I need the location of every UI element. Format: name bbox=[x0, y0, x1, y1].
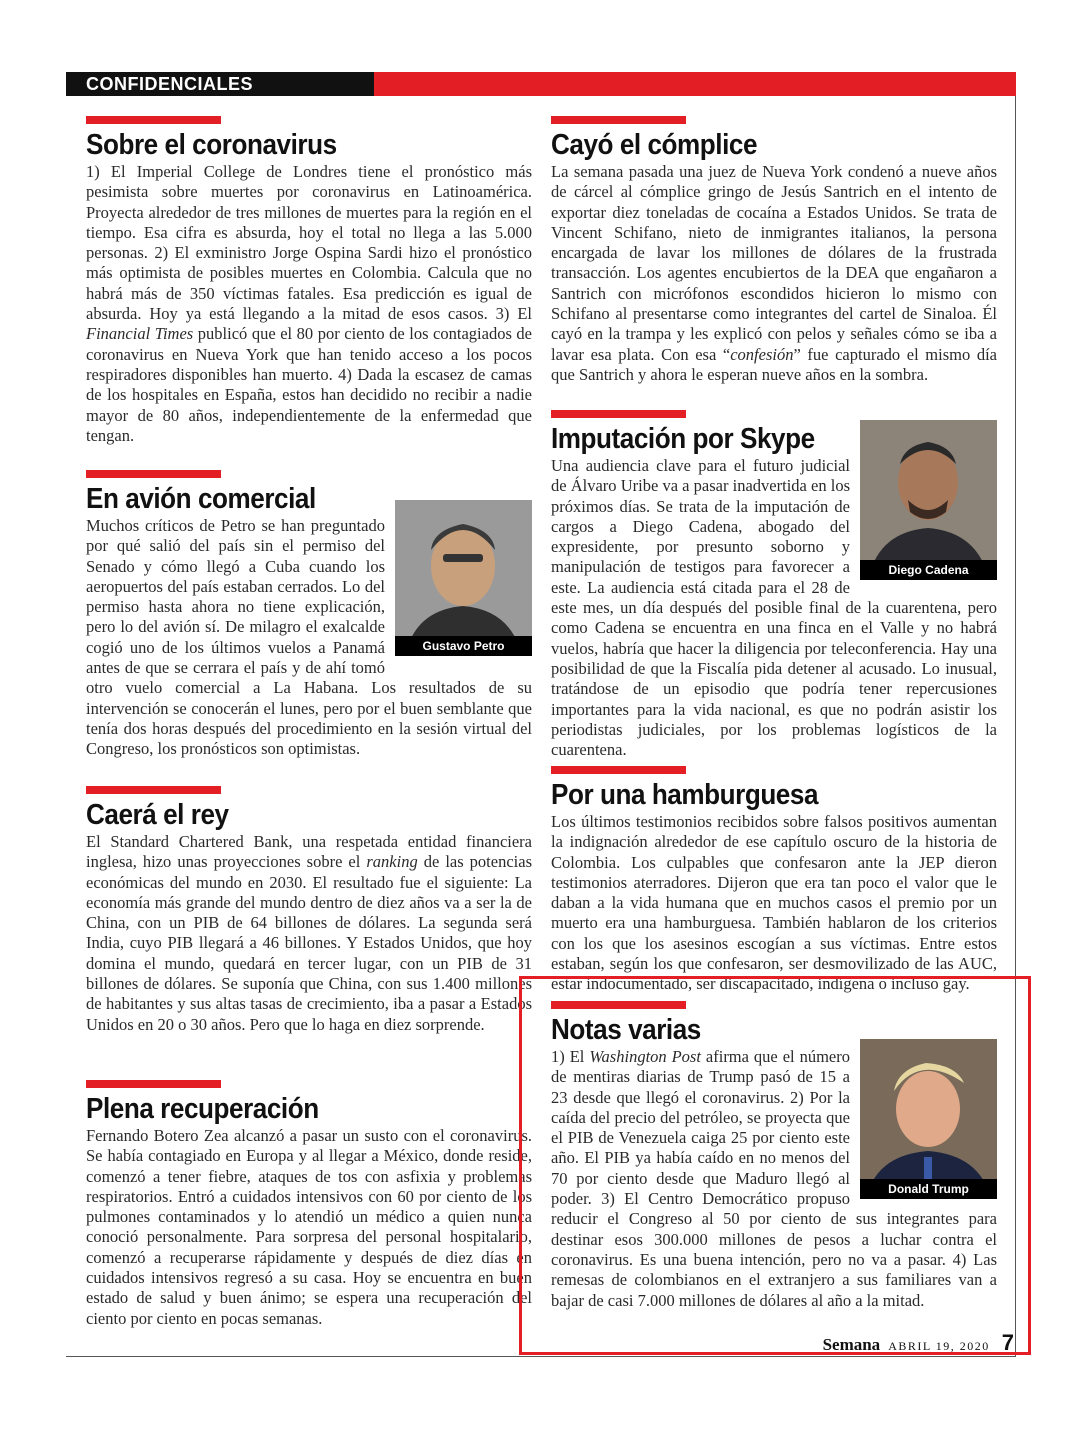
accent-bar bbox=[86, 116, 221, 124]
body-text: publicó que el 80 por ciento de los contagiados de coronavirus en Nueva York que han tenido acceso a los pocos respiradores disponibles han muerto. 4) Dada la escasez de camas de los hospitales en España, estos han decidido no recibir a nadie mayor de 80 años, independientemente de la enfermedad que tengan. bbox=[86, 324, 532, 445]
headline: Por una hamburguesa bbox=[551, 779, 819, 811]
article-recuperacion bbox=[86, 1080, 532, 1329]
article-skype bbox=[551, 410, 997, 760]
body-italic: Washington Post bbox=[589, 1047, 701, 1066]
body-text: afirma que el número de mentiras diarias de Trump pasó de 15 a 23 desde que llegó el coronavirus. 2) Por la caída del precio del petróleo, se proyecta que el PIB de Venezuela caiga 25 por ciento este año. El PIB ya había caído en no menos del 70 por ciento desde que Maduro llegó al poder. 3) El Centro Democrático propuso reducir el Congreso al 50 por ciento de sus integrantes para destinar esos 300.000 millones de pesos a luchar contra el coronavirus. Es una buena intención, pero no va a pasar. 4) Las remesas de colombianos en el extranjero a sus familiares van a bajar de casi 7.000 millones de dólares al año a la mitad. bbox=[551, 1047, 997, 1310]
article-coronavirus bbox=[86, 116, 532, 446]
photo-donald-trump bbox=[860, 1039, 997, 1199]
accent-bar bbox=[551, 116, 686, 124]
body-text: El Standard Chartered Bank, una respetada entidad financiera inglesa, hizo unas proyecciones sobre el bbox=[86, 832, 532, 872]
article-rey bbox=[86, 786, 532, 1035]
body-text: 1) El bbox=[551, 1047, 590, 1066]
portrait-image bbox=[395, 500, 532, 656]
headline: Caerá el rey bbox=[86, 799, 229, 831]
article-body bbox=[86, 832, 532, 1035]
body-italic: confesión bbox=[730, 344, 794, 364]
portrait-image bbox=[860, 420, 997, 580]
body-text: 1) El Imperial College de Londres tiene el pronóstico más pesimista sobre muertes por coronavirus en Latinoamérica. Proyecta alrededor de tres millones de muertes para la región en el tiempo. Esa cifra es absurda, hoy el total no llega a las 5.000 personas. 2) El exministro Jorge Ospina Sardi hizo el pronóstico más optimista de posibles muertes en Colombia. Calcula que no habrá más de 350 víctimas fatales. Esa predicción es igual de absurda. Hoy ya está llegando a la mitad de esos casos. 3) El bbox=[86, 162, 532, 324]
accent-bar bbox=[551, 1001, 686, 1009]
article-body: Una audiencia clave para el futuro judicial de Álvaro Uribe va a pasar inadvertida en los próximos días. Se trata de la imputación de cargos a Diego Cadena, abogado del expresidente, por presunto soborno y manipulación de testigos para favorecer a este. La audiencia está citada para el 28 de este mes, un día después del posible final de la cuarentena, pero como Cadena se encuentra en una finca en el Valle y no habrá vuelos, habría que hacer la diligencia por teleconferencia. Hay una posibilidad de que la Fiscalía pida detener al acusado. Lo inusual, tratándose de un episodio que podría tener repercusiones importantes para la vida nacional, es que no podrán asistir los periodistas judiciales, por los problemas logísticos de la cuarentena. bbox=[551, 456, 997, 760]
headline: Cayó el cómplice bbox=[551, 129, 758, 161]
photo-caption: Donald Trump bbox=[860, 1179, 997, 1199]
accent-bar bbox=[551, 410, 686, 418]
section-header bbox=[66, 72, 1016, 96]
body-text: La semana pasada una juez de Nueva York condenó a nueve años de cárcel al cómplice gringo de Jesús Santrich en el intento de exportar diez toneladas de cocaína a Estados Unidos. Se trata de Vincent Schifano, nieto de inmigrantes italianos, la persona encargada de lavar los millones de dólares de la frustrada transacción. Los agentes encubiertos de la DEA que engañaron a Santrich con micrófonos escondidos hicieron lo mismo con Schifano al presentarse como integrantes del cartel de Sinaloa. Él cayó en la trampa y les explicó con pelos y señales cómo se iba a lavar esa plata. Con esa “ bbox=[551, 162, 997, 364]
footer-date: ABRIL 19, 2020 bbox=[888, 1339, 990, 1353]
article-avion bbox=[86, 470, 532, 760]
photo-gustavo-petro bbox=[395, 500, 532, 656]
article-body: Fernando Botero Zea alcanzó a pasar un susto con el coronavirus. Se había contagiado en Europa y al llegar a México, donde reside, comenzó a tener fiebre, ataques de tos con asfixia y problemas respiratorios. Entró a cuidados intensivos con 60 por ciento de los pulmones contaminados y lo atendió un médico a quien nunca conoció personalmente. Para sorpresa del personal hospitalario, comenzó a recuperarse rápidamente y después de diez días en cuidados intensivos regresó a su casa. Hoy se encuentra en buen estado de salud y buen ánimo; se espera una recuperación del ciento por ciento en pocas semanas. bbox=[86, 1126, 532, 1328]
photo-caption: Diego Cadena bbox=[860, 560, 997, 580]
body-text: de las potencias económicas del mundo en 2030. El resultado fue el siguiente: La economía más grande del mundo dentro de diez años va a ser la de China, con un PIB de 64 billones de dólares. La segunda será India, cuyo PIB llegará a 46 billones. Y Estados Unidos, que hoy domina el mundo, quedará en tercer lugar, con un PIB de 31 billones de dólares. Se suponía que China, con sus 1.400 millones de habitantes y sus altas tasas de crecimiento, iba a pasar a Estados Unidos en 20 o 30 años. Pero que lo haga en diez sorprende. bbox=[86, 852, 532, 1034]
page-footer bbox=[823, 1330, 1014, 1356]
body-italic: Financial Times bbox=[86, 324, 194, 344]
article-body: Muchos críticos de Petro se han preguntado por qué salió del país sin el permiso del Senado y cómo llegó a Cuba cuando los aeropuertos del país estaban cerrados. Lo del permiso hasta ahora no tiene explicación, pero lo del avión sí. De milagro el exalcalde cogió uno de los últimos vuelos a Panamá antes de que se cerrara el país y de ahí tomó otro vuelo comercial a La Habana. Los resultados de su intervención se conocerán el lunes, pero por el buen semblante que tenía dos horas después del procedimiento en la sesión virtual del Congreso, los pronósticos son optimistas. bbox=[86, 516, 532, 759]
body-italic: ranking bbox=[366, 852, 418, 872]
portrait-image bbox=[860, 1039, 997, 1199]
photo-diego-cadena bbox=[860, 420, 997, 580]
headline: Imputación por Skype bbox=[551, 423, 815, 455]
photo-caption: Gustavo Petro bbox=[395, 636, 532, 656]
article-body: Los últimos testimonios recibidos sobre falsos positivos aumentan la indignación alrededor de ese capítulo oscuro de la historia de Colombia. Los culpables que confesaron ante la JEP dieron testimonios aterradores. Dijeron que era tan poco el valor que le daban a la vida humana que en muchos casos el premio por un muerto era una hamburguesa. También hablaron de los criterios con los que los asesinos escogían a sus víctimas. Entre estos estaban, según los que confesaron, ser desmovilizado de las AUC, estar indocumentado, ser discapacitado, indígena o incluso gay. bbox=[551, 812, 997, 994]
headline: Sobre el coronavirus bbox=[86, 129, 337, 161]
headline: En avión comercial bbox=[86, 483, 316, 515]
section-header-bar bbox=[374, 72, 1016, 96]
body-text: ” fue capturado el mismo día que Santrich y ahora le esperan nueve años en la sombra. bbox=[551, 344, 997, 384]
article-body bbox=[551, 162, 997, 385]
section-label: CONFIDENCIALES bbox=[66, 72, 374, 96]
headline: Notas varias bbox=[551, 1014, 701, 1046]
article-complice bbox=[551, 116, 997, 385]
accent-bar bbox=[86, 470, 221, 478]
page-number: 7 bbox=[1001, 1330, 1014, 1355]
accent-bar bbox=[551, 766, 686, 774]
article-notas bbox=[551, 1001, 997, 1311]
article-body bbox=[86, 162, 532, 446]
footer-brand: Semana bbox=[822, 1335, 881, 1354]
headline: Plena recuperación bbox=[86, 1093, 319, 1125]
article-hamburguesa bbox=[551, 766, 997, 995]
accent-bar bbox=[86, 786, 221, 794]
accent-bar bbox=[86, 1080, 221, 1088]
